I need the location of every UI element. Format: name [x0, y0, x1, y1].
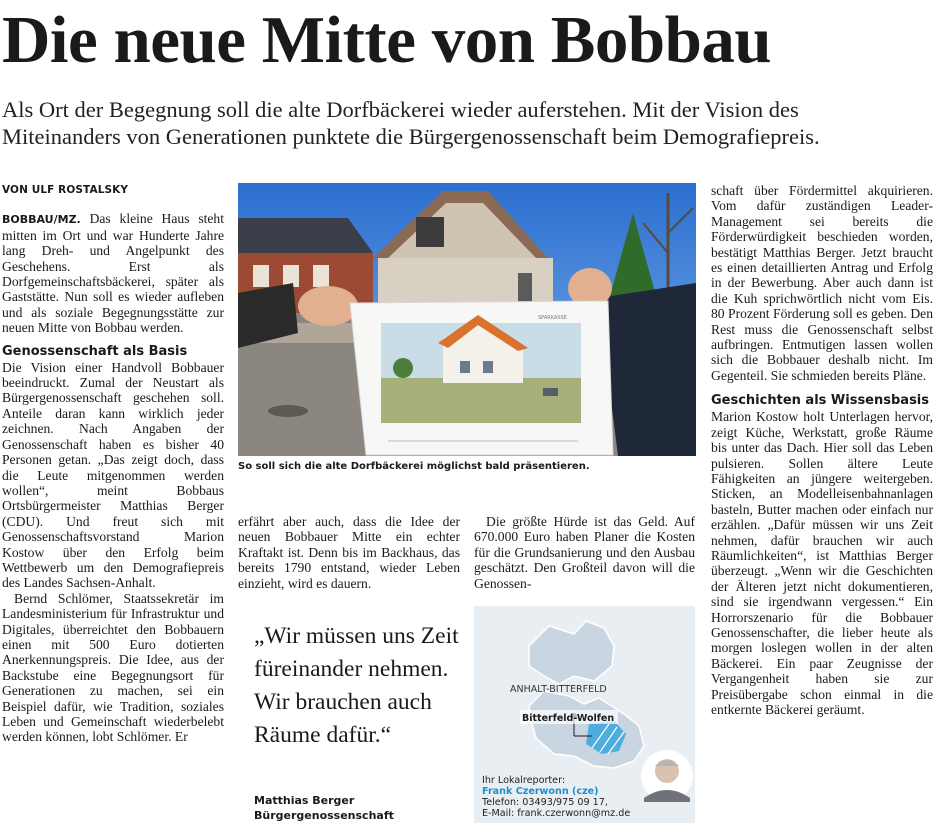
section-heading-1: Genossenschaft als Basis [2, 343, 188, 359]
map-city-label: Bitterfeld-Wolfen [522, 713, 615, 724]
reporter-phone: Telefon: 03493/975 09 17, [482, 797, 608, 808]
map-region-label: ANHALT-BITTERFELD [510, 684, 607, 695]
pull-quote: „Wir müssen uns Zeit füreinander nehmen. Wir brauchen auch Räume dafür.“ [254, 623, 459, 748]
dateline: BOBBAU/MZ. [2, 213, 81, 227]
column-3 [474, 514, 695, 591]
quote-role: Bürgergenossenschaft [254, 809, 394, 822]
paragraph: Marion Kostow holt Unterlagen hervor, zeigt Küche, Werkstatt, große Räume bis unter das Dach. Hier soll das Leben pulsieren. Sollen ältere Leute Fähigkeiten an jüngere weitergeben. Sticken, an Modelleisenbahnanlagen basteln, Butter machen oder einfach nur erzählen. „Dafür müssen wir uns Zeit nehmen, dafür brauchen wir auch Räumlichkeiten“, ist Matthias Berger überzeugt. „Wenn wir die Geschichten der Älteren jetzt nicht dokumentieren, sind sie irgendwann vergessen.“ Ein Horrorszenario für die Bobbauer Genossenschafter, die lieber heute als morgen loslegen wollen in der alten Bäckerei. Ein paar Zeugnisse der Vergangenheit haben sie zur Preisübergabe schon einmal in die entkernte Bäckerei geräumt. [711, 409, 933, 717]
intro-text: Das kleine Haus steht mitten im Ort und war Hunderte Jahre lang Dreh- und Angelpunkt des Geschehens. Erst als Dorfgemeinschaftsbäckerei, später als Gaststätte. Nun soll es wieder aufleben und als soziale Begegnungsstätte zur neuen Mitte von Bobbau werden. [2, 211, 224, 336]
column-4 [711, 183, 933, 717]
reporter-title: Ihr Lokalreporter: [482, 775, 566, 786]
paragraph: Bernd Schlömer, Staatssekretär im Landesministerium für Infrastruktur und Digitales, überreichtet den Bobbauern einen mit 500 Euro dotierten Anerkennungspreis. Die Idee, aus der Backstube eine Begegnungsort für Generationen zu machen, sei ein Beispiel dafür, wie Tradition, soziales Leben und Gemeinschaft wiederbelebt werden können, lobt Schlömer. Er [2, 590, 224, 745]
subheadline-line-1: Als Ort der Begegnung soll die alte Dorfbäckerei wieder auferstehen. Mit der Vision des [2, 97, 799, 122]
paragraph: schaft über Fördermittel akquirieren. Vom dafür zuständigen Leader-Management sei bereits die Förderwürdigkeit beschieden worden, bestätigt Matthias Berger. Jetzt braucht es einen detaillierten Antrag und Erfolg in der Bewerbung. Aber auch dann ist die Kuh sprichwörtlich nicht vom Eis. 80 Prozent Förderung soll es geben. Den Rest muss die Genossenschaft selbst aufbringen. Entmutigen lassen wollen sich die Bobbauer deshalb nicht. Im Gegenteil. Sie schmieden bereits Pläne. [711, 183, 933, 383]
paragraph: Die Vision einer Handvoll Bobbauer beeindruckt. Zumal der Neustart als Bürgergenossenschaft geschehen soll. Anteile daran kann wirklich jeder zeichnen. Nach Angaben der Genossenschaft haben es bisher 40 Personen getan. „Das zeigt doch, dass die Leute mitgenommen werden wollen“, meint Bobbaus Ortsbürgermeister Matthias Berger (CDU). Und freut sich mit Genossenschaftsvorstand Marion Kostow über den Erfolg beim Wettbewerb um den Demografiepreis des Landes Sachsen-Anhalt. [2, 359, 224, 591]
headline: Die neue Mitte von Bobbau [2, 3, 772, 77]
reporter-email[interactable]: E-Mail: frank.czerwonn@mz.de [482, 808, 631, 819]
paragraph: Die größte Hürde ist das Geld. Auf 670.000 Euro haben Planer die Kosten für die Grundsanierung und den Ausbau geschätzt. Den Großteil davon will die Genossen- [474, 514, 695, 591]
map-region-anhalt-bitterfeld [529, 691, 644, 768]
subheadline-line-2: Miteinanders von Generationen punktete die Bürgergenossenschaft beim Demografiepreis. [2, 124, 820, 149]
column-1 [2, 183, 224, 745]
quote-author: Matthias Berger [254, 794, 355, 807]
poster-label: SPARKASSE [538, 315, 567, 321]
quote-attribution [254, 793, 394, 823]
column-2 [238, 514, 460, 591]
paragraph: erfährt aber auch, dass die Idee der neuen Bobbauer Mitte ein echter Kraftakt ist. Denn bis im Backhaus, das bereits 1790 entstand, wieder Leben einzieht, wird es dauern. [238, 514, 460, 591]
byline: VON ULF ROSTALSKY [2, 184, 129, 196]
map-region-north [529, 621, 614, 684]
section-heading-2: Geschichten als Wissensbasis [711, 393, 929, 409]
photo-caption: So soll sich die alte Dorfbäckerei möglichst bald präsentieren. [238, 461, 590, 472]
article-photo [238, 183, 696, 456]
photo-illustration [238, 183, 696, 456]
reporter-contact [482, 775, 630, 819]
reporter-name[interactable]: Frank Czerwonn (cze) [482, 786, 599, 797]
intro-paragraph [2, 211, 224, 335]
subheadline [2, 96, 934, 150]
